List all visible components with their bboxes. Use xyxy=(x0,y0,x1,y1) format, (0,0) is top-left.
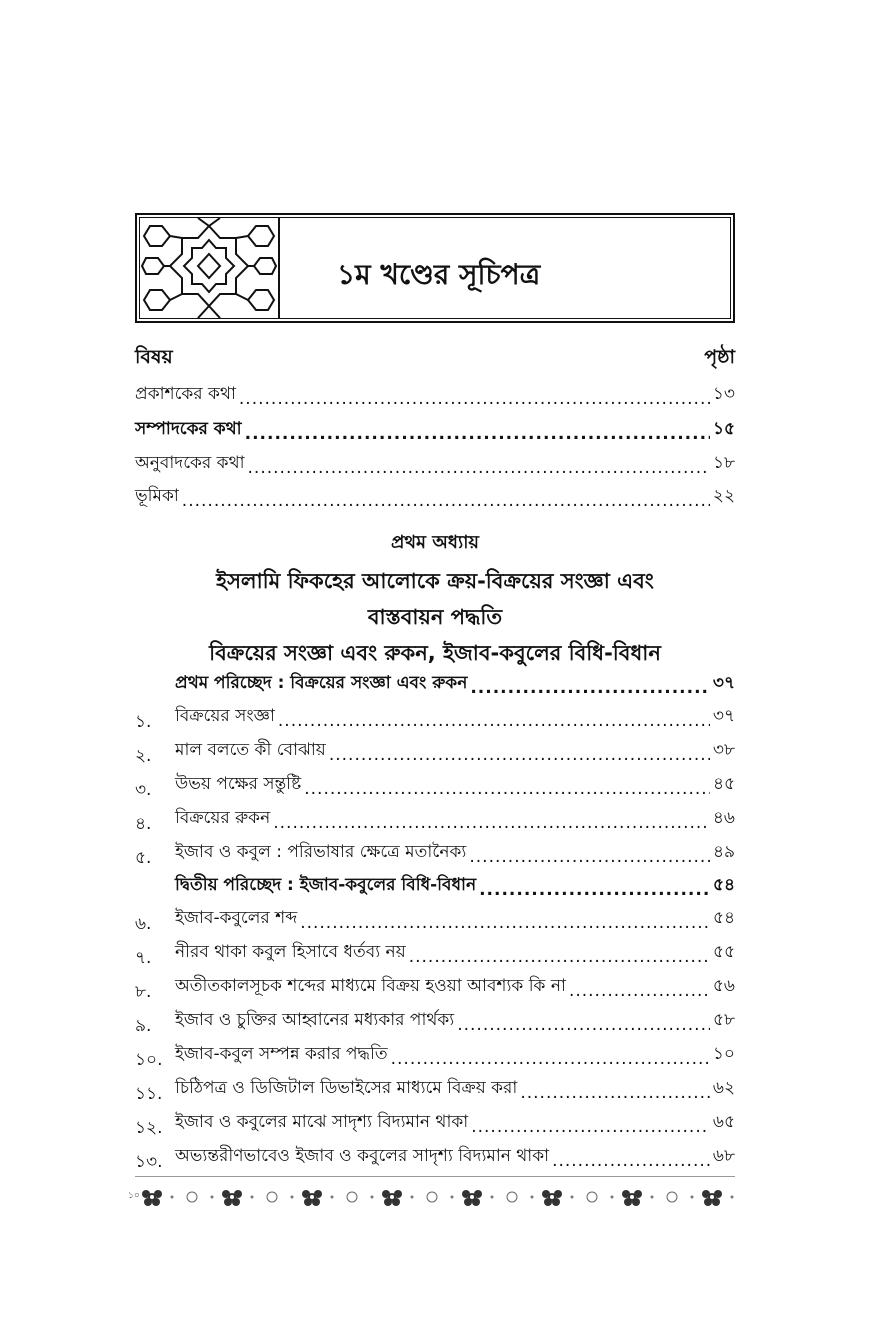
dot-leader xyxy=(304,779,710,799)
section-page: ৩৭ xyxy=(712,673,735,693)
toc-item-number: ১. xyxy=(135,712,152,732)
column-header-row xyxy=(135,343,735,369)
toc-item-page: ৬২ xyxy=(712,1078,735,1098)
toc-item-number: ৭. xyxy=(135,948,152,968)
dot-leader xyxy=(300,913,710,933)
floral-border-icon xyxy=(130,1184,742,1210)
toc-item-number: ৪. xyxy=(135,814,152,834)
dot-leader xyxy=(273,813,710,833)
toc-entry-title: সম্পাদকের কথা xyxy=(135,419,242,439)
toc-item[interactable] xyxy=(175,705,735,731)
toc-item-page: ৫৫ xyxy=(712,942,735,962)
toc-item-number: ৫. xyxy=(135,848,152,868)
toc-item[interactable] xyxy=(175,1043,735,1069)
dot-leader xyxy=(278,711,710,731)
toc-item-page: ৬৮ xyxy=(712,1146,735,1166)
toc-item-title: নীরব থাকা কবুল হিসাবে ধর্তব্য নয় xyxy=(175,942,406,962)
dot-leader xyxy=(552,1151,710,1171)
dot-leader xyxy=(329,745,710,765)
dot-leader xyxy=(391,1049,710,1069)
toc-item-number: ১১. xyxy=(135,1084,163,1104)
toc-item[interactable] xyxy=(175,907,735,933)
toc-item-number: ১০. xyxy=(135,1050,163,1070)
dot-leader xyxy=(471,1117,710,1137)
toc-item-number: ৯. xyxy=(135,1016,152,1036)
footer-page-marker: ১০ xyxy=(128,1191,140,1201)
dot-leader xyxy=(245,424,710,444)
toc-entry-editor[interactable] xyxy=(135,418,735,444)
toc-title-box xyxy=(135,213,735,323)
section-title: প্রথম পরিচ্ছেদ : বিক্রয়ের সংজ্ঞা এবং রুকন xyxy=(175,673,468,693)
geometric-ornament-icon xyxy=(140,218,280,318)
toc-item-page: ৩৭ xyxy=(712,706,735,726)
toc-item-title: অভ্যন্তরীণভাবেও ইজাব ও কবুলের সাদৃশ্য বিদ্যমান থাকা xyxy=(175,1146,550,1166)
section-title: দ্বিতীয় পরিচ্ছেদ : ইজাব-কবুলের বিধি-বিধান xyxy=(175,875,477,895)
toc-item[interactable] xyxy=(175,773,735,799)
dot-leader xyxy=(239,389,710,409)
toc-entry-title: প্রকাশকের কথা xyxy=(135,384,236,404)
toc-item[interactable] xyxy=(175,1077,735,1103)
toc-item[interactable] xyxy=(175,841,735,867)
chapter-title-line3: বিক্রয়ের সংজ্ঞা এবং রুকন, ইজাব-কবুলের বিধি-বিধান xyxy=(209,641,661,665)
toc-item-page: ৬৫ xyxy=(712,1112,735,1132)
toc-item-title: মাল বলতে কী বোঝায় xyxy=(175,740,326,760)
toc-item[interactable] xyxy=(175,975,735,1001)
toc-item-title: অতীতকালসূচক শব্দের মাধ্যমে বিক্রয় হওয়া আবশ্যক কি না xyxy=(175,976,566,996)
chapter-title-line2: বাস্তবায়ন পদ্ধতি xyxy=(367,605,503,629)
toc-item-title: ইজাব-কবুলের শব্দ xyxy=(175,908,298,928)
toc-item-page: ১০ xyxy=(712,1044,735,1064)
toc-item-title: ইজাব-কবুল সম্পন্ন করার পদ্ধতি xyxy=(175,1044,388,1064)
toc-item[interactable] xyxy=(175,941,735,967)
dot-leader xyxy=(470,678,710,698)
toc-item-title: চিঠিপত্র ও ডিজিটাল ডিভাইসের মাধ্যমে বিক্রয় করা xyxy=(175,1078,518,1098)
toc-entry-title: ভূমিকা xyxy=(135,486,179,506)
toc-item-page: ৫৪ xyxy=(712,908,735,928)
toc-item-page: ৫৬ xyxy=(712,976,735,996)
toc-item[interactable] xyxy=(175,739,735,765)
dot-leader xyxy=(409,947,710,967)
dot-leader xyxy=(457,1015,710,1035)
toc-item-title: উভয় পক্ষের সন্তুষ্টি xyxy=(175,774,302,794)
toc-entry-page: ১৮ xyxy=(712,453,735,473)
chapter-title-line1: ইসলামি ফিকহের আলোকে ক্রয়-বিক্রয়ের সংজ্ঞা এবং xyxy=(216,569,654,593)
toc-entry-page: ২২ xyxy=(712,486,735,506)
toc-item-page: ৪৫ xyxy=(712,774,735,794)
toc-item-page: ৫৮ xyxy=(712,1010,735,1030)
toc-item-number: ৮. xyxy=(135,982,152,1002)
toc-entry-publisher[interactable] xyxy=(135,383,735,409)
toc-item-number: ২. xyxy=(135,746,152,766)
toc-item-number: ১২. xyxy=(135,1118,163,1138)
toc-item-page: ৩৮ xyxy=(712,740,735,760)
toc-item-page: ৪৬ xyxy=(712,808,735,828)
toc-entry-page: ১৩ xyxy=(712,384,735,404)
footer-divider xyxy=(135,1176,735,1177)
section-page: ৫৪ xyxy=(712,875,735,895)
topic-column-label: বিষয় xyxy=(135,346,173,368)
dot-leader xyxy=(479,880,710,900)
toc-item-number: ৬. xyxy=(135,914,152,934)
toc-section-1[interactable] xyxy=(175,672,735,698)
toc-item-page: ৪৯ xyxy=(712,842,735,862)
toc-title: ১ম খণ্ডের সূচিপত্র xyxy=(337,258,541,291)
page-column-label: পৃষ্ঠা xyxy=(704,346,735,368)
toc-entry-translator[interactable] xyxy=(135,452,735,478)
toc-item[interactable] xyxy=(175,807,735,833)
toc-item[interactable] xyxy=(175,1111,735,1137)
toc-section-2[interactable] xyxy=(175,874,735,900)
toc-item-title: ইজাব ও চুক্তির আহ্বানের মধ্যকার পার্থক্য xyxy=(175,1010,455,1030)
toc-entry-page: ১৫ xyxy=(712,419,735,439)
dot-leader xyxy=(248,458,710,478)
toc-item-title: বিক্রয়ের সংজ্ঞা xyxy=(175,706,275,726)
chapter-label: প্রথম অধ্যায় xyxy=(390,532,480,553)
toc-item-title: ইজাব ও কবুল : পরিভাষার ক্ষেত্রে মতানৈক্য xyxy=(175,842,467,862)
dot-leader xyxy=(469,847,710,867)
dot-leader xyxy=(569,981,710,1001)
toc-entry-title: অনুবাদকের কথা xyxy=(135,453,245,473)
toc-item[interactable] xyxy=(175,1145,735,1171)
toc-item-number: ১৩. xyxy=(135,1152,163,1172)
dot-leader xyxy=(182,491,710,511)
toc-item[interactable] xyxy=(175,1009,735,1035)
toc-item-number: ৩. xyxy=(135,780,152,800)
toc-entry-preface[interactable] xyxy=(135,485,735,511)
toc-item-title: বিক্রয়ের রুকন xyxy=(175,808,271,828)
dot-leader xyxy=(520,1083,710,1103)
toc-item-title: ইজাব ও কবুলের মাঝে সাদৃশ্য বিদ্যমান থাকা xyxy=(175,1112,469,1132)
